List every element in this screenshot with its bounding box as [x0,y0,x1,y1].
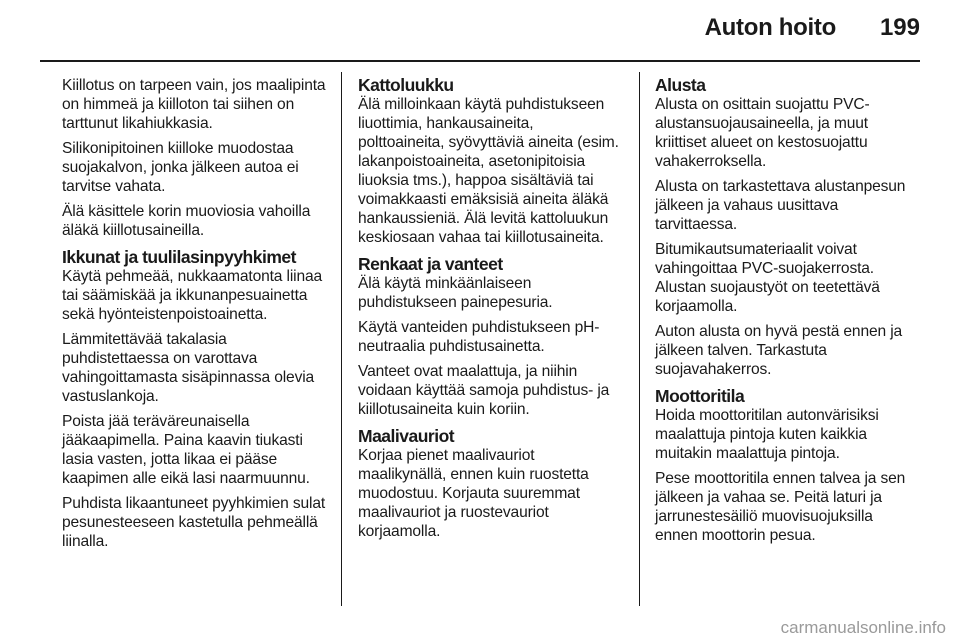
column-divider [341,72,342,606]
body-paragraph: Käytä vanteiden puhdistukseen pH-neutraalia puhdistusainetta. [358,319,600,355]
section-heading: Kattoluukku [358,75,454,95]
body-paragraph: Alusta on osittain suojattu PVC-alustansuojausaineella, ja muut kriittiset alueet on kestosuojattu vahakerroksella. [655,96,870,170]
body-paragraph: Alusta on tarkastettava alustanpesun jälkeen ja vahaus uusittava tarvittaessa. [655,178,906,233]
header-rule [40,60,920,62]
section-title: Auton hoito [704,14,836,41]
body-paragraph: Vanteet ovat maalattuja, ja niihin voidaan käyttää samoja puhdistus- ja kiillotusaineita kuin koriin. [358,363,610,418]
body-paragraph: Puhdista likaantuneet pyyhkimien sulat pesunesteeseen kastetulla pehmeällä liinalla. [62,495,326,550]
section-heading: Alusta [655,75,706,95]
section-heading: Maalivauriot [358,426,455,446]
section-heading: Renkaat ja vanteet [358,254,503,274]
body-paragraph: Älä milloinkaan käytä puhdistukseen liuottimia, hankausaineita, polttoaineita, syövyttäviä aineita (esim. lakanpoistoaineita, asetonipitoisia liuoksia tms.), happoa sisältäviä tai voimakkaasti emäksisiä aineita äläkä hankaussieniä. Älä levitä kattoluukun keskiosaan vahaa tai kiillotusaineita. [358,96,619,246]
section-heading: Moottoritila [655,386,745,406]
body-paragraph: Älä käytä minkäänlaiseen puhdistukseen painepesuria. [358,275,553,311]
body-paragraph: Hoida moottoritilan autonvärisiksi maalattuja pintoja kuten kaikkia muitakin maalattuja pintoja. [655,407,879,462]
watermark-text[interactable]: carmanualsonline.info [780,618,946,637]
column-2 [358,76,622,547]
page-header [0,14,920,42]
body-paragraph: Silikonipitoinen kiilloke muodostaa suojakalvon, jonka jälkeen autoa ei tarvitse vahata. [62,140,299,195]
body-paragraph: Käytä pehmeää, nukkaamatonta liinaa tai säämiskää ja ikkunanpesuainetta sekä hyönteistenpoistoainetta. [62,268,323,323]
column-3 [655,76,919,551]
body-paragraph: Pese moottoritila ennen talvea ja sen jälkeen ja vahaa se. Peitä laturi ja jarrunestesäiliö muovisuojuksilla ennen moottorin pesua. [655,470,906,544]
body-paragraph: Bitumikautsumateriaalit voivat vahingoittaa PVC-suojakerrosta. Alustan suojaustyöt on teetettävä korjaamolla. [655,241,880,315]
body-paragraph: Korjaa pienet maalivauriot maalikynällä, ennen kuin ruostetta muodostuu. Korjauta suuremmat maalivauriot ja ruostevauriot korjaamolla. [358,447,589,540]
body-paragraph: Poista jää teräväreunaisella jääkaapimella. Paina kaavin tiukasti lasia vasten, jotta likaa ei pääse kaapimen alle eikä lasi naarmuunnu. [62,413,310,487]
column-divider [639,72,640,606]
column-1 [62,76,326,557]
body-paragraph: Lämmitettävää takalasia puhdistettaessa on varottava vahingoittamasta sisäpinnassa olevia vastuslankoja. [62,331,315,405]
section-heading: Ikkunat ja tuulilasinpyyhkimet [62,247,296,267]
body-paragraph: Auton alusta on hyvä pestä ennen ja jälkeen talven. Tarkastuta suojavahakerros. [655,323,903,378]
page-number: 199 [879,14,920,41]
body-paragraph: Älä käsittele korin muoviosia vahoilla äläkä kiillotusaineilla. [62,203,311,239]
body-paragraph: Kiillotus on tarpeen vain, jos maalipinta on himmeä ja kiilloton tai siihen on tarttunut likahiukkasia. [62,77,326,132]
